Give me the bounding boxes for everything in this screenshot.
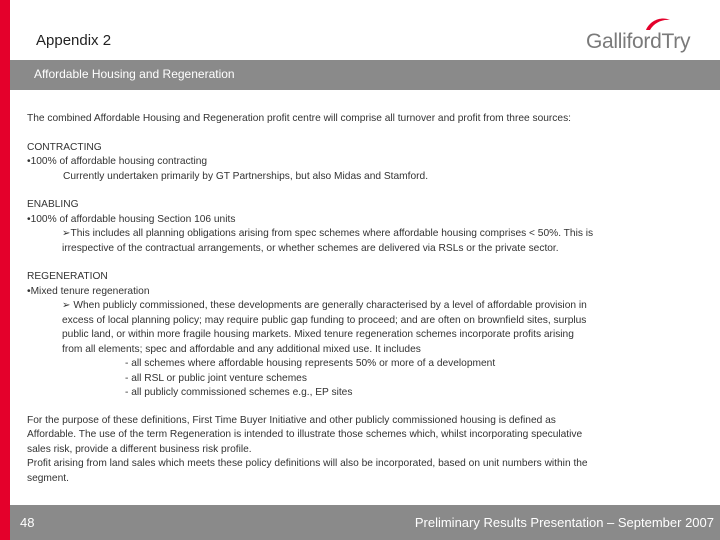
header-band (10, 60, 720, 90)
page-number: 48 (20, 515, 35, 530)
closing-line: Profit arising from land sales which meets these policy definitions will also be incorporated, based on unit numbers within the (27, 458, 588, 469)
closing-line: sales risk, provide a different business risk profile. (27, 443, 252, 455)
footer-band (10, 505, 720, 540)
regeneration-heading: REGENERATION (27, 271, 108, 282)
page-subtitle: Affordable Housing and Regeneration (34, 67, 235, 81)
accent-bar (0, 0, 10, 540)
regeneration-line: ➢ When publicly commissioned, these developments are generally characterised by a level of affordable provision in (62, 300, 587, 311)
regeneration-line: from all elements; spec and affordable and any additional mixed use. It includes (62, 343, 421, 355)
enabling-heading: ENABLING (27, 199, 79, 210)
regeneration-line: excess of local planning policy; may require public gap funding to proceed; and are often on brownfield sites, surplus (62, 314, 587, 326)
regeneration-sub-item: - all schemes where affordable housing represents 50% or more of a development (125, 358, 496, 369)
enabling-bullet: •100% of affordable housing Section 106 units (27, 213, 236, 225)
contracting-detail: Currently undertaken primarily by GT Partnerships, but also Midas and Stamford. (63, 170, 429, 182)
page-title: Appendix 2 (36, 32, 112, 49)
body-text (27, 112, 707, 486)
enabling-detail-2: irrespective of the contractual arrangements, or whether schemes are delivered via RSLs or the private sector. (62, 242, 559, 254)
closing-line: Affordable. The use of the term Regeneration is intended to illustrate those schemes which, whilst incorporating speculative (27, 429, 583, 440)
content-area (10, 90, 720, 505)
logo-text: GallifordTry (586, 30, 691, 53)
enabling-detail-1: ➢This includes all planning obligations arising from spec schemes where affordable housing comprises < 50%. This is (62, 228, 594, 239)
contracting-heading: CONTRACTING (27, 141, 102, 153)
company-logo (586, 14, 710, 58)
footer-text: Preliminary Results Presentation – September 2007 (414, 515, 714, 530)
closing-line: segment. (27, 472, 69, 484)
regeneration-bullet: •Mixed tenure regeneration (27, 285, 150, 297)
closing-line: For the purpose of these definitions, First Time Buyer Initiative and other publicly commissioned housing is defined as (27, 414, 556, 426)
contracting-bullet: •100% of affordable housing contracting (27, 156, 208, 167)
regeneration-line: public land, or within more fragile housing markets. Mixed tenure regeneration schemes incorporate profits arising (62, 329, 574, 340)
intro-paragraph: The combined Affordable Housing and Regeneration profit centre will comprise all turnover and profit from three sources: (27, 113, 571, 124)
regeneration-sub-item: - all RSL or public joint venture schemes (125, 372, 307, 384)
regeneration-sub-item: - all publicly commissioned schemes e.g., EP sites (125, 387, 353, 398)
